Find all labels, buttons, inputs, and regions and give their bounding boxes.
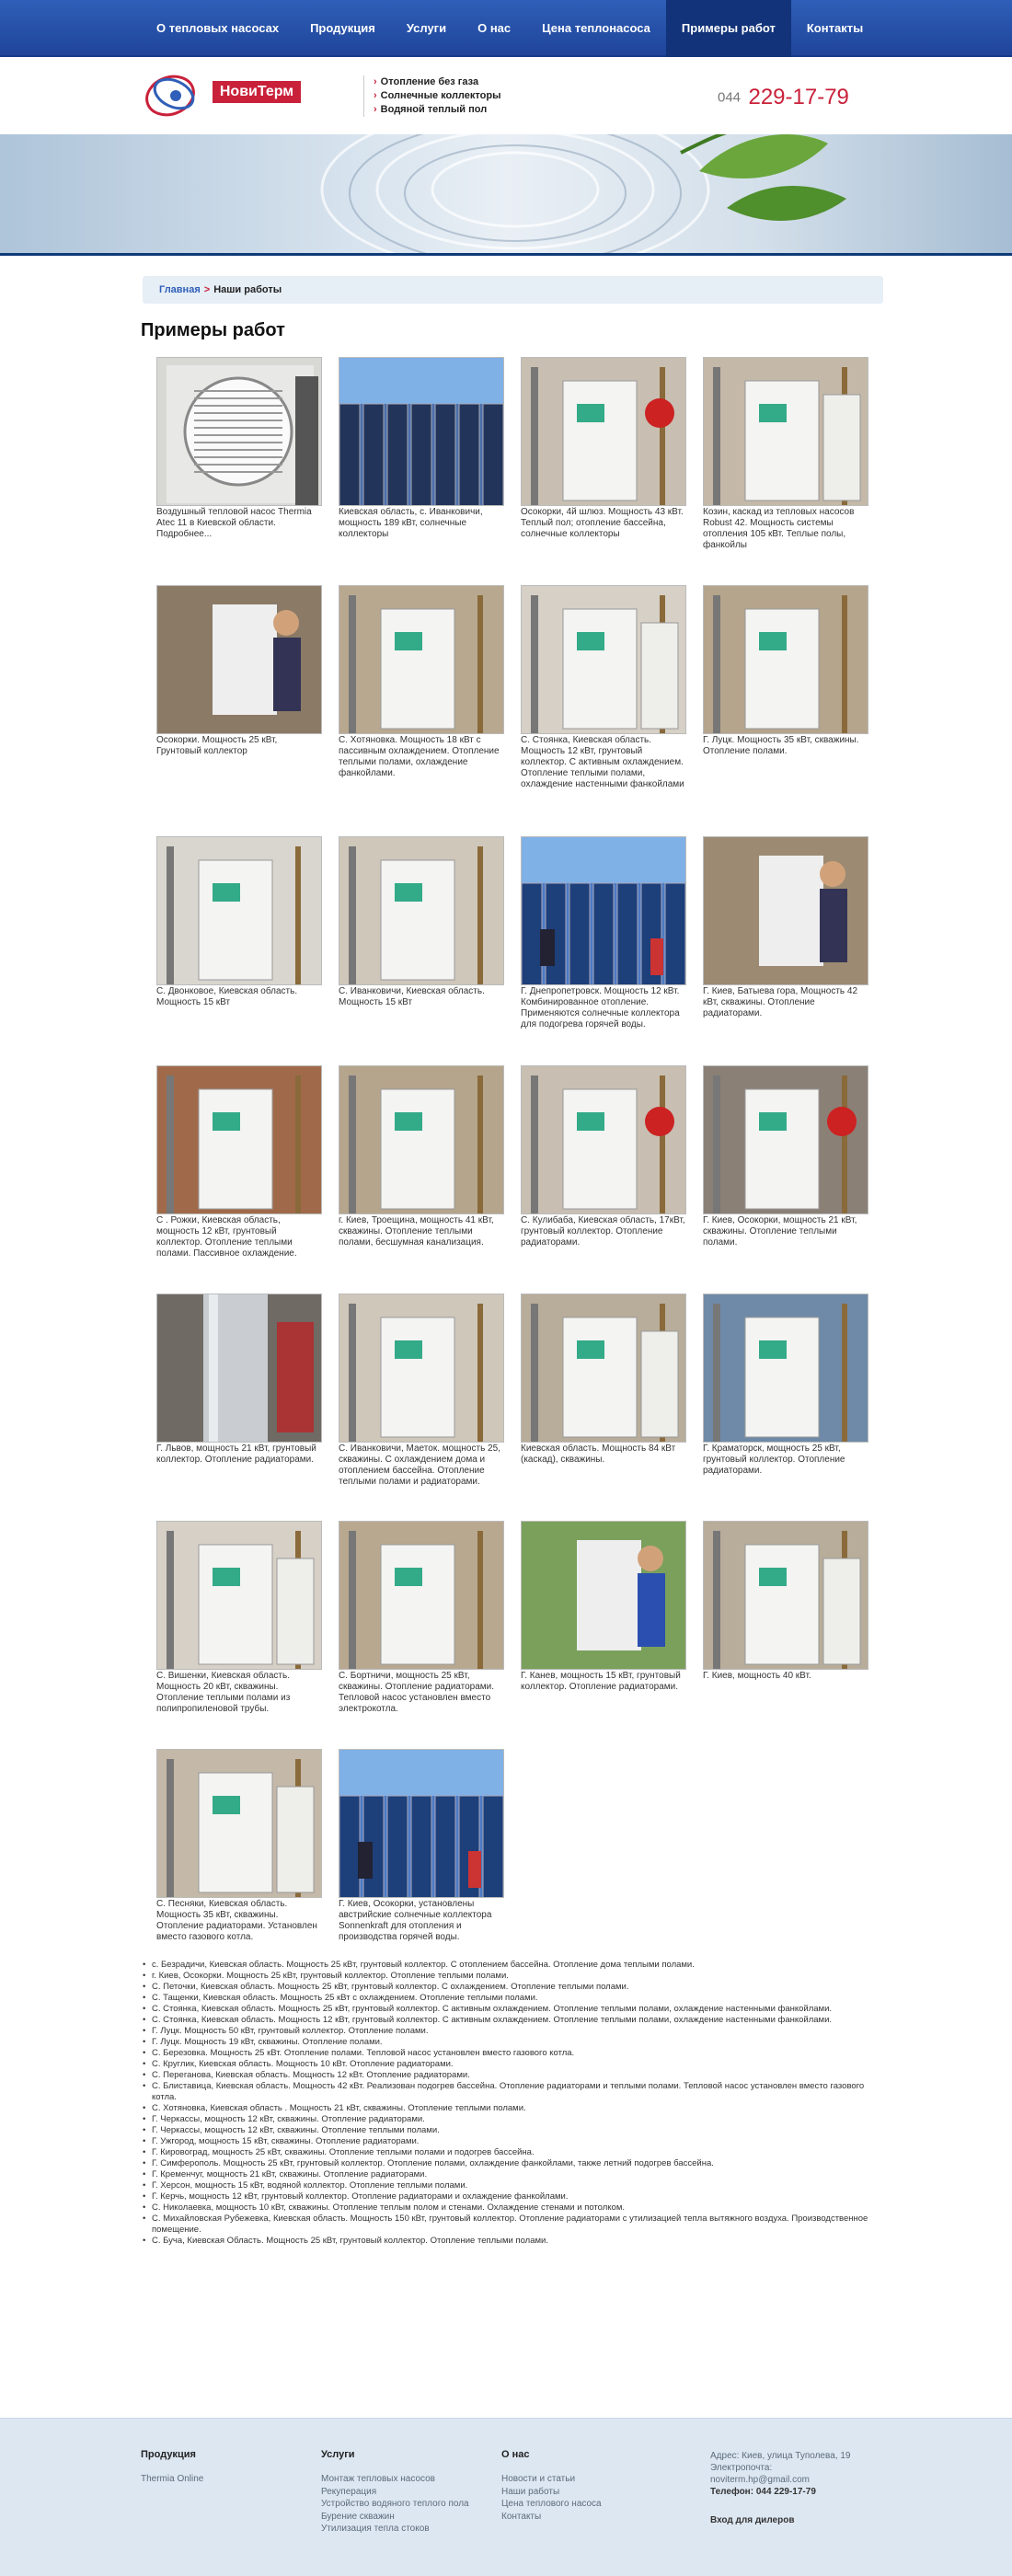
gallery-caption: Киевская область. Мощность 84 кВт (каскад), скважины.: [521, 1443, 676, 1465]
breadcrumb-separator: >: [203, 284, 211, 295]
gallery-caption: С. Иванковичи, Киевская область. Мощность 15 кВт: [339, 986, 485, 1007]
dealer-login-link[interactable]: Вход для дилеров: [710, 2515, 795, 2525]
gallery-photo[interactable]: [339, 1749, 504, 1898]
footer-link-drilling[interactable]: Бурение скважин: [321, 2511, 395, 2522]
list-item: • Г. Херсон, мощность 15 кВт, водяной коллектор. Отопление теплыми полами.: [143, 2180, 888, 2191]
page-title: Примеры работ: [141, 320, 285, 340]
footer-link-recuperation[interactable]: Рекуперация: [321, 2486, 377, 2497]
nav-menu: [141, 0, 879, 57]
gallery-item[interactable]: [156, 585, 322, 757]
arrow-icon: ›: [374, 76, 377, 87]
gallery-caption: Г. Луцк. Мощность 35 кВт, скважины. Отопление полами.: [703, 735, 859, 756]
gallery-photo[interactable]: [156, 585, 322, 734]
footer-link-floor[interactable]: Устройство водяного теплого пола: [321, 2499, 469, 2509]
list-item: • С. Хотяновка, Киевская область . Мощность 21 кВт, скважины. Отопление теплыми полами.: [143, 2103, 888, 2114]
gallery-caption: С. Стоянка, Киевская область. Мощность 12 кВт, грунтовый коллектор. С активным охлаждением. Отопление теплыми полами, охлаждение настенными фанкойлами: [521, 735, 684, 789]
footer-link-works[interactable]: Наши работы: [501, 2486, 560, 2497]
footer-contact: [710, 2450, 894, 2526]
gallery-photo[interactable]: [521, 1521, 686, 1670]
gallery-photo[interactable]: [156, 357, 322, 506]
gallery-item[interactable]: [156, 1065, 322, 1259]
banner-image: [0, 134, 1012, 256]
gallery-photo[interactable]: [521, 585, 686, 734]
header-link-floor[interactable]: › Водяной теплый пол: [374, 104, 488, 115]
gallery-photo[interactable]: [156, 1294, 322, 1443]
list-item: • С. Переганова, Киевская область. Мощность 12 кВт. Отопление радиаторами.: [143, 2070, 888, 2081]
footer-email-label: Электропочта:: [710, 2463, 773, 2473]
list-item: • С. Буча, Киевская Область. Мощность 25 кВт, грунтовый коллектор. Отопление теплыми полами.: [143, 2236, 888, 2247]
gallery-photo[interactable]: [703, 585, 868, 734]
gallery-caption: С. Бортничи, мощность 25 кВт, скважины. Отопление радиаторами. Тепловой насос установлен вместо электрокотла.: [339, 1671, 495, 1714]
footer-title-services: Услуги: [321, 2449, 355, 2460]
gallery-caption: Осокорки. Мощность 25 кВт, Грунтовый коллектор: [156, 735, 278, 756]
gallery-item[interactable]: [339, 1294, 504, 1488]
water-ripple-leaf-illustration: [0, 134, 1012, 256]
gallery-photo[interactable]: [339, 357, 504, 506]
gallery-item[interactable]: [339, 1521, 504, 1715]
gallery-item[interactable]: [703, 585, 868, 757]
gallery-caption: С. Кулибаба, Киевская область, 17кВт, грунтовый коллектор. Отопление радиаторами.: [521, 1215, 685, 1248]
list-item: • С. Круглик, Киевская область. Мощность 10 кВт. Отопление радиаторами.: [143, 2059, 888, 2070]
gallery-item[interactable]: [703, 1521, 868, 1682]
breadcrumb: [143, 276, 883, 304]
gallery-item[interactable]: [156, 1749, 322, 1943]
logo-swirl-icon: [143, 68, 213, 121]
footer-phone: Телефон: 044 229-17-79: [710, 2487, 816, 2497]
gallery-caption: Г. Днепропетровск. Мощность 12 кВт. Комбинированное отопление. Применяются солнечные коллектора для подогрева горячей воды.: [521, 986, 680, 1029]
gallery-caption: г. Киев, Троещина, мощность 41 кВт, скважины. Отопление теплыми полами, бесшумная канализация.: [339, 1215, 494, 1248]
list-item: • С. Петочки, Киевская область. Мощность 25 кВт, грунтовый коллектор. С охлаждением. Отопление теплыми полами.: [143, 1982, 888, 1993]
list-item: • с. Безрадичи, Киевская область. Мощность 25 кВт, грунтовый коллектор. С отоплением бассейна. Отопление дома теплыми полами.: [143, 1960, 888, 1971]
gallery-photo[interactable]: [703, 1521, 868, 1670]
header-links: [363, 75, 500, 117]
gallery-item[interactable]: [703, 836, 868, 1019]
gallery-caption: Г. Киев, Осокорки, установлены австрийские солнечные коллектора Sonnenkraft для отопления и производства горячей воды.: [339, 1899, 492, 1942]
footer-link-thermia[interactable]: Thermia Online: [141, 2474, 204, 2484]
footer-email[interactable]: noviterm.hp@gmail.com: [710, 2475, 810, 2485]
gallery-item[interactable]: [703, 1065, 868, 1248]
list-item: • г. Киев, Осокорки. Мощность 25 кВт, грунтовый коллектор. Отопление теплыми полами.: [143, 1971, 888, 1982]
nav-item[interactable]: Примеры работ: [666, 0, 791, 57]
gallery-item[interactable]: [703, 1294, 868, 1477]
list-item: • Г. Симферополь. Мощность 25 кВт, грунтовый коллектор. Отопление полами, охлаждение фанкойлами, также летний подогрев бассейна.: [143, 2158, 888, 2169]
list-item: • С. Стоянка, Киевская область. Мощность 12 кВт, грунтовый коллектор. С активным охлаждением. Отопление теплыми полами, охлаждение настенными фанкойлами.: [143, 2015, 888, 2026]
list-item: • Г. Ужгород, мощность 15 кВт, скважины. Отопление радиаторами.: [143, 2136, 888, 2147]
list-item: • С. Березовка. Мощность 25 кВт. Отопление полами. Тепловой насос установлен вместо газового котла.: [143, 2048, 888, 2059]
footer-col-products: [141, 2449, 316, 2486]
gallery-item[interactable]: [521, 585, 686, 790]
gallery-item[interactable]: [521, 357, 686, 540]
gallery-caption: С. Вишенки, Киевская область. Мощность 20 кВт, скважины. Отопление теплыми полами из полипропиленовой трубы.: [156, 1671, 291, 1714]
gallery-item[interactable]: [339, 357, 504, 540]
gallery-photo[interactable]: [703, 1294, 868, 1443]
gallery-photo[interactable]: [156, 836, 322, 985]
gallery-photo[interactable]: [703, 1065, 868, 1214]
gallery-caption: Г. Краматорск, мощность 25 кВт, грунтовый коллектор. Отопление радиаторами.: [703, 1443, 845, 1476]
gallery-photo[interactable]: [703, 357, 868, 506]
footer-link-install[interactable]: Монтаж тепловых насосов: [321, 2474, 435, 2484]
gallery-caption: Г. Киев, Батыева гора, Мощность 42 кВт, скважины. Отопление радиаторами.: [703, 986, 858, 1018]
nav-item[interactable]: Цена теплонасоса: [542, 21, 650, 35]
gallery-caption: Г. Львов, мощность 21 кВт, грунтовый коллектор. Отопление радиаторами.: [156, 1443, 316, 1465]
phone-code: 044: [718, 89, 742, 106]
breadcrumb-home[interactable]: Главная: [159, 284, 201, 295]
top-navigation: [0, 0, 1012, 57]
gallery-photo[interactable]: [339, 836, 504, 985]
footer-title-products: Продукция: [141, 2449, 196, 2460]
header-phone: [718, 85, 849, 110]
gallery-caption: С. Иванковичи, Маеток. мощность 25, скважины. С охлаждением дома и отоплением бассейна. Отопление теплыми полами и радиаторами.: [339, 1443, 500, 1487]
gallery-photo[interactable]: [521, 1294, 686, 1443]
gallery-caption: Осокорки, 4й шлюз. Мощность 43 кВт. Теплый пол; отопление бассейна, солнечные коллекторы: [521, 507, 684, 539]
header-link-solar[interactable]: › Солнечные коллекторы: [374, 90, 501, 101]
gallery-photo[interactable]: [339, 585, 504, 734]
gallery-photo[interactable]: [521, 1065, 686, 1214]
gallery-caption: Воздушный тепловой насос Thermia Atec 11 в Киевской области. Подробнее...: [156, 507, 312, 539]
phone-number: 229-17-79: [748, 85, 849, 109]
list-item: • Г. Кировоград, мощность 25 кВт, скважины. Отопление теплыми полами и подогрев бассейна.: [143, 2147, 888, 2158]
list-item: • С. Николаевка, мощность 10 кВт, скважины. Отопление теплым полом и стенами. Охлаждение стенами и потолком.: [143, 2202, 888, 2214]
footer-col-about: [501, 2449, 676, 2523]
gallery-item[interactable]: [521, 1294, 686, 1466]
gallery-photo[interactable]: [703, 836, 868, 985]
gallery-photo[interactable]: [339, 1065, 504, 1214]
gallery-photo[interactable]: [339, 1294, 504, 1443]
nav-item[interactable]: Услуги: [406, 21, 447, 35]
gallery-photo[interactable]: [521, 836, 686, 985]
list-item: • Г. Луцк. Мощность 50 кВт, грунтовый коллектор. Отопление полами.: [143, 2026, 888, 2037]
gallery-photo[interactable]: [156, 1065, 322, 1214]
header-link-no-gas[interactable]: › Отопление без газа: [374, 76, 479, 87]
gallery-photo[interactable]: [521, 357, 686, 506]
gallery-item[interactable]: [339, 836, 504, 1008]
list-item: • Г. Кременчуг, мощность 21 кВт, скважины. Отопление радиаторами.: [143, 2169, 888, 2180]
footer-link-contacts[interactable]: Контакты: [501, 2511, 542, 2522]
gallery-item[interactable]: [156, 357, 322, 540]
gallery-caption: Г. Канев, мощность 15 кВт, грунтовый коллектор. Отопление радиаторами.: [521, 1671, 681, 1692]
nav-item[interactable]: О нас: [477, 21, 512, 35]
gallery-item[interactable]: [703, 357, 868, 551]
gallery-caption: С. Хотяновка. Мощность 18 кВт с пассивным охлаждением. Отопление теплыми полами, охлаждение фанкойлами.: [339, 735, 500, 778]
gallery-caption: Козин, каскад из тепловых насосов Robust 42. Мощность системы отопления 105 кВт. Теплые полы, фанкойлы: [703, 507, 855, 550]
works-list: [143, 1960, 888, 2247]
list-item: • Г. Луцк. Мощность 19 кВт, скважины. Отопление полами.: [143, 2037, 888, 2048]
footer-title-about: О нас: [501, 2449, 530, 2460]
gallery-photo[interactable]: [156, 1749, 322, 1898]
list-item: • С. Михайловская Рубежевка, Киевская область. Мощность 150 кВт, грунтовый коллектор. Отопление радиаторами с утилизацией тепла вытяжного воздуха. Производственное помещение.: [143, 2214, 888, 2236]
gallery-item[interactable]: [521, 836, 686, 1030]
gallery-item[interactable]: [156, 1521, 322, 1715]
footer-link-waste-heat[interactable]: Утилизация тепла стоков: [321, 2524, 430, 2534]
nav-item[interactable]: Продукция: [310, 21, 375, 35]
gallery-caption: Г. Киев, мощность 40 кВт.: [703, 1671, 811, 1681]
nav-item[interactable]: Контакты: [806, 21, 864, 35]
list-item: • Г. Керчь, мощность 12 кВт, грунтовый коллектор. Отопление радиаторами и охлаждение фанкойлами.: [143, 2191, 888, 2202]
gallery-caption: С. Двонковое, Киевская область. Мощность 15 кВт: [156, 986, 298, 1007]
breadcrumb-current: Наши работы: [213, 284, 282, 295]
list-item: • С. Блиставица, Киевская область. Мощность 42 кВт. Реализован подогрев бассейна. Отопление радиаторами и теплыми полами. Тепловой насос установлен вместо газового котла.: [143, 2081, 888, 2103]
gallery-item[interactable]: [521, 1065, 686, 1248]
gallery-photo[interactable]: [339, 1521, 504, 1670]
logo-text: НовиТерм: [213, 81, 301, 103]
footer-link-news[interactable]: Новости и статьи: [501, 2474, 576, 2484]
gallery-item[interactable]: [156, 1294, 322, 1466]
gallery-item[interactable]: [339, 1065, 504, 1248]
list-item: • С. Стоянка, Киевская область. Мощность 25 кВт, грунтовый коллектор. С активным охлаждением. Отопление теплыми полами, охлаждение настенными фанкойлами.: [143, 2004, 888, 2015]
gallery-photo[interactable]: [156, 1521, 322, 1670]
gallery-item[interactable]: [339, 585, 504, 779]
gallery-item[interactable]: [339, 1749, 504, 1943]
footer-col-services: [321, 2449, 496, 2536]
gallery-caption: Киевская область, с. Иванковичи, мощность 189 кВт, солнечные коллекторы: [339, 507, 483, 539]
gallery-caption: С . Рожки, Киевская область, мощность 12 кВт, грунтовый коллектор. Отопление теплыми полами. Пассивное охлаждение.: [156, 1215, 297, 1259]
gallery-item[interactable]: [156, 836, 322, 1008]
nav-item[interactable]: О тепловых насосах: [156, 21, 280, 35]
footer-link-price[interactable]: Цена теплового насоса: [501, 2499, 602, 2509]
gallery-item[interactable]: [521, 1521, 686, 1693]
logo[interactable]: [143, 68, 308, 121]
arrow-icon: ›: [374, 104, 377, 115]
arrow-icon: ›: [374, 90, 377, 101]
gallery-caption: С. Песняки, Киевская область. Мощность 35 кВт, скважины. Отопление радиаторами. Установлен вместо газового котла.: [156, 1899, 317, 1942]
footer-address: Адрес: Киев, улица Туполева, 19: [710, 2451, 851, 2461]
list-item: • Г. Черкассы, мощность 12 кВт, скважины. Отопление теплыми полами.: [143, 2125, 888, 2136]
gallery-caption: Г. Киев, Осокорки, мощность 21 кВт, скважины. Отопление теплыми полами.: [703, 1215, 857, 1248]
list-item: • Г. Черкассы, мощность 12 кВт, скважины. Отопление радиаторами.: [143, 2114, 888, 2125]
list-item: • С. Тащенки, Киевская область. Мощность 25 кВт с охлаждением. Отопление теплыми полами.: [143, 1993, 888, 2004]
